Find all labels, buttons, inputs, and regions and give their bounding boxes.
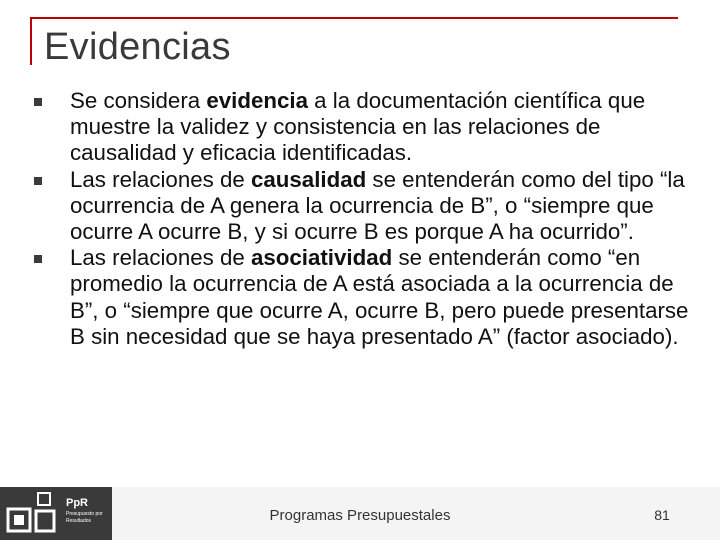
ppr-logo (0, 487, 112, 540)
bullet-text: Las relaciones de (70, 245, 251, 271)
bullet-item (34, 167, 694, 246)
bullet-text: se entenderán como del tipo “la ocurrencia de A genera la ocurrencia de B”, o “siempre que ocurre A ocurre B, y si ocurre B es porque A ha ocurrido”. (70, 166, 685, 245)
square-bullet-icon (34, 177, 42, 185)
bullet-item (34, 88, 694, 167)
page-number: 81 (654, 507, 670, 523)
bullet-text: a la documentación científica que muestre la validez y consistencia en las relaciones de causalidad y eficacia identificadas. (70, 88, 646, 166)
bullet-bold-term: asociatividad (250, 245, 393, 271)
square-bullet-icon (34, 98, 42, 106)
bullet-text: Se considera (70, 88, 207, 113)
square-bullet-icon (34, 255, 42, 263)
bullet-text: Las relaciones de (70, 166, 251, 192)
bullet-text: se entenderán como “en promedio la ocurrencia de A está asociada a la ocurrencia de B”, o “siempre que ocurre A, ocurre B, pero puede presentarse B sin necesidad que se haya presentado A” (factor asociado). (70, 245, 689, 349)
logo-subtitle: Presupuesto por Resultados (66, 511, 103, 524)
logo-title: PpR (66, 497, 88, 509)
bullet-bold-term: causalidad (250, 166, 367, 192)
bullet-bold-term: evidencia (206, 88, 308, 113)
slide-title: Evidencias (44, 26, 231, 68)
bullet-list (34, 88, 694, 350)
footer-text: Programas Presupuestales (269, 507, 451, 524)
bullet-item (34, 245, 694, 350)
